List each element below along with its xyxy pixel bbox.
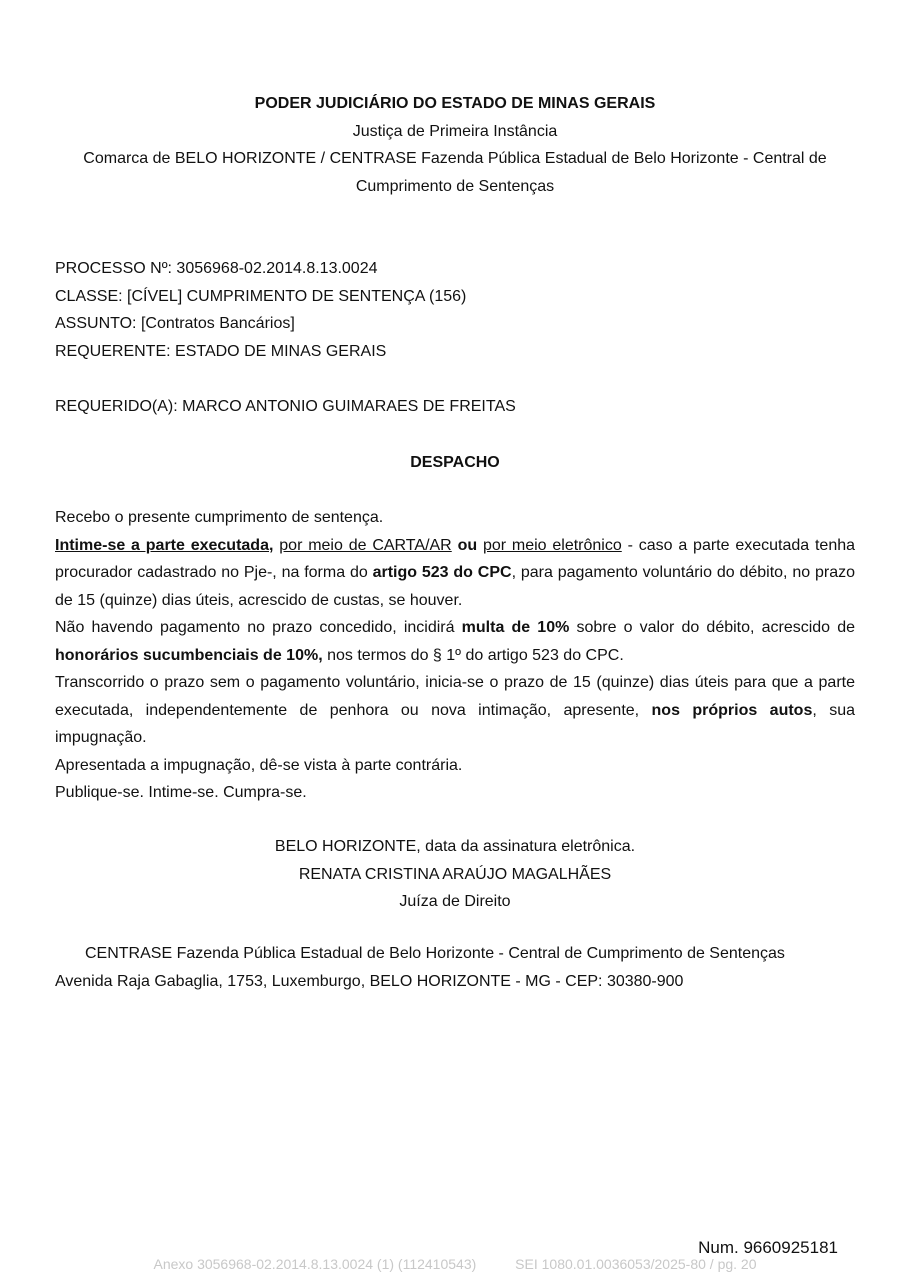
footer-sei: SEI 1080.01.0036053/2025-80 / pg. 20: [515, 1256, 757, 1272]
address-line-2: Avenida Raja Gabaglia, 1753, Luxemburgo, BELO HORIZONTE - MG - CEP: 30380-900: [55, 972, 684, 990]
paragraph-2: [55, 532, 855, 615]
paragraph-5: Apresentada a impugnação, dê-se vista à parte contrária.: [55, 756, 463, 774]
page-footer: [0, 1256, 910, 1272]
paragraph-1: Recebo o presente cumprimento de sentença.: [55, 509, 384, 526]
p4-text-1: Transcorrido o prazo sem o pagamento voluntário, inicia-se o prazo de 15 (quinze) dias úteis para que a parte executada, independentemente de penhora ou nova intimação, apresente,: [55, 674, 855, 719]
footer-annex: Anexo 3056968-02.2014.8.13.0024 (1) (112410543): [153, 1256, 477, 1272]
p3-text-1: Não havendo pagamento no prazo concedido, incidirá: [55, 619, 462, 636]
case-class: CLASSE: [CÍVEL] CUMPRIMENTO DE SENTENÇA (156): [55, 287, 467, 305]
autos-phrase: nos próprios autos: [651, 701, 813, 719]
case-number: PROCESSO Nº: 3056968-02.2014.8.13.0024: [55, 260, 378, 277]
p3-text-3: nos termos do § 1º do artigo 523 do CPC.: [322, 646, 624, 664]
intime-phrase: Intime-se a parte executada,: [55, 536, 274, 554]
document-title: DESPACHO: [410, 454, 500, 471]
p3-text-2: sobre o valor do débito, acrescido de: [569, 619, 856, 636]
p2-text-2: , para pagamento voluntário do débito, no prazo de 15 (quinze) dias úteis, acrescido de custas, se houver.: [55, 564, 855, 609]
comarca-line-1: Comarca de BELO HORIZONTE / CENTRASE Fazenda Pública Estadual de Belo Horizonte - Central de: [83, 150, 827, 167]
document-number: Num. 9660925181: [698, 1238, 838, 1257]
signature-block: [55, 833, 855, 916]
artigo-phrase: artigo 523 do CPC: [372, 564, 512, 581]
document-header: [55, 90, 855, 200]
p4-text-2: , sua impugnação.: [55, 701, 856, 746]
paragraph-3: [55, 614, 855, 669]
honorarios-phrase: honorários sucumbenciais de 10%,: [55, 646, 323, 664]
court-address: [55, 940, 855, 995]
signature-place-date: BELO HORIZONTE, data da assinatura eletrônica.: [274, 838, 636, 855]
case-metadata: [55, 255, 855, 420]
meta-spacer: [55, 365, 855, 393]
eletronico-phrase: por meio eletrônico: [482, 536, 622, 554]
case-defendant: REQUERIDO(A): MARCO ANTONIO GUIMARAES DE FREITAS: [55, 397, 516, 415]
address-line-1: CENTRASE Fazenda Pública Estadual de Belo Horizonte - Central de Cumprimento de Sentenças: [85, 945, 785, 962]
multa-phrase: multa de 10%: [461, 619, 570, 636]
paragraph-4: [55, 669, 855, 752]
carta-phrase: por meio de CARTA/AR: [279, 536, 452, 554]
court-name: PODER JUDICIÁRIO DO ESTADO DE MINAS GERAIS: [254, 95, 656, 112]
ou-word: ou: [457, 536, 478, 554]
signature-role: Juíza de Direito: [399, 893, 511, 910]
case-subject: ASSUNTO: [Contratos Bancários]: [55, 315, 295, 332]
case-plaintiff: REQUERENTE: ESTADO DE MINAS GERAIS: [55, 342, 387, 360]
paragraph-6: Publique-se. Intime-se. Cumpra-se.: [55, 784, 307, 801]
comarca-line-2: Cumprimento de Sentenças: [355, 177, 555, 195]
court-instance: Justiça de Primeira Instância: [352, 122, 558, 140]
signature-name: RENATA CRISTINA ARAÚJO MAGALHÃES: [298, 865, 612, 883]
document-body: [55, 504, 855, 807]
p2-text-1: - caso a parte executada tenha procurador cadastrado no Pje-, na forma do: [55, 536, 856, 581]
